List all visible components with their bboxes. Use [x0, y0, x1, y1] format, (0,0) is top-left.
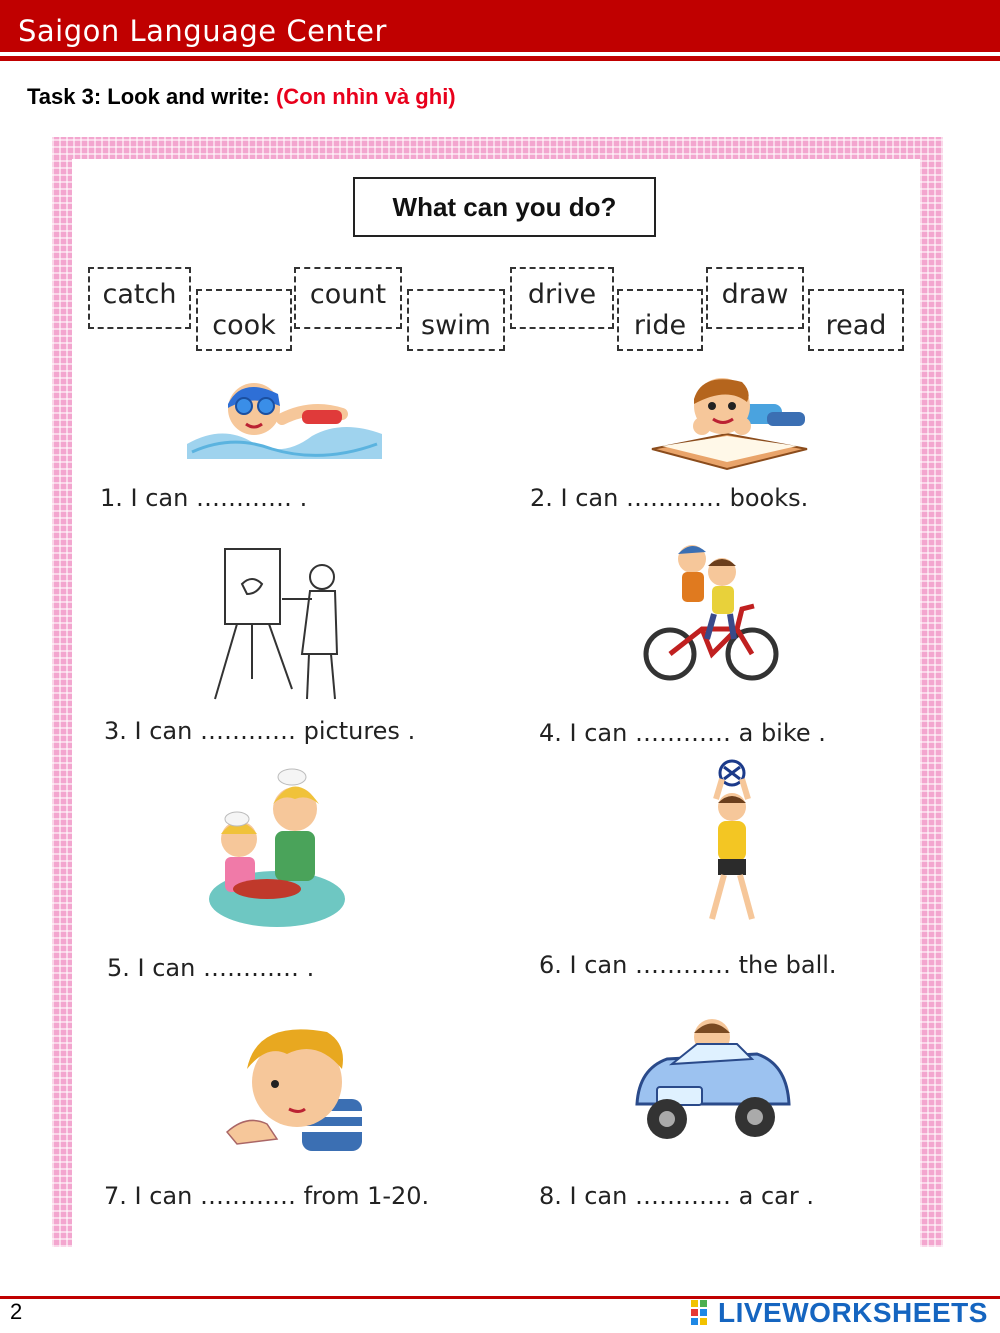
header-title: Saigon Language Center: [18, 14, 387, 48]
bike-riders-illustration: [642, 534, 782, 684]
sentence-7: 7. I can ………… from 1-20.: [104, 1182, 430, 1210]
sentence-5: 5. I can ………… .: [107, 954, 315, 982]
word-card: swim: [407, 289, 505, 351]
cooking-children-illustration: [207, 759, 347, 929]
sentence-3: 3. I can ………… pictures .: [104, 717, 416, 745]
swimming-boy-illustration: [182, 364, 392, 464]
question-title: What can you do?: [353, 177, 656, 237]
car-driver-illustration: [627, 1009, 797, 1149]
liveworksheets-logo: [690, 1296, 988, 1330]
catching-boy-illustration: [692, 759, 772, 934]
task-vn-label: (Con nhìn và ghi): [275, 84, 456, 109]
task-label: Task 3: Look and write:: [27, 84, 270, 109]
word-card: cook: [196, 289, 292, 351]
page-number: 2: [10, 1299, 23, 1324]
sentence-4: 4. I can ………… a bike .: [539, 719, 826, 747]
word-card: read: [808, 289, 904, 351]
word-card: catch: [88, 267, 191, 329]
liveworksheets-grid-icon: [690, 1299, 718, 1327]
drawing-person-illustration: [207, 539, 347, 709]
worksheet-frame: [52, 137, 943, 1247]
counting-boy-illustration: [207, 1014, 367, 1154]
reading-boy-illustration: [647, 364, 812, 479]
word-card: count: [294, 267, 402, 329]
word-card: ride: [617, 289, 703, 351]
sentence-8: 8. I can ………… a car .: [539, 1182, 814, 1210]
word-card: draw: [706, 267, 804, 329]
header-divider: [0, 56, 1000, 61]
header-bar: [0, 0, 1000, 52]
sentence-6: 6. I can ………… the ball.: [539, 951, 837, 979]
sentence-2: 2. I can ………… books.: [530, 484, 809, 512]
word-card: drive: [510, 267, 614, 329]
sentence-1: 1. I can ………… .: [100, 484, 308, 512]
worksheet-body: [72, 159, 920, 1247]
task-instruction: [27, 84, 456, 110]
liveworksheets-brand: LIVEWORKSHEETS: [718, 1297, 988, 1328]
